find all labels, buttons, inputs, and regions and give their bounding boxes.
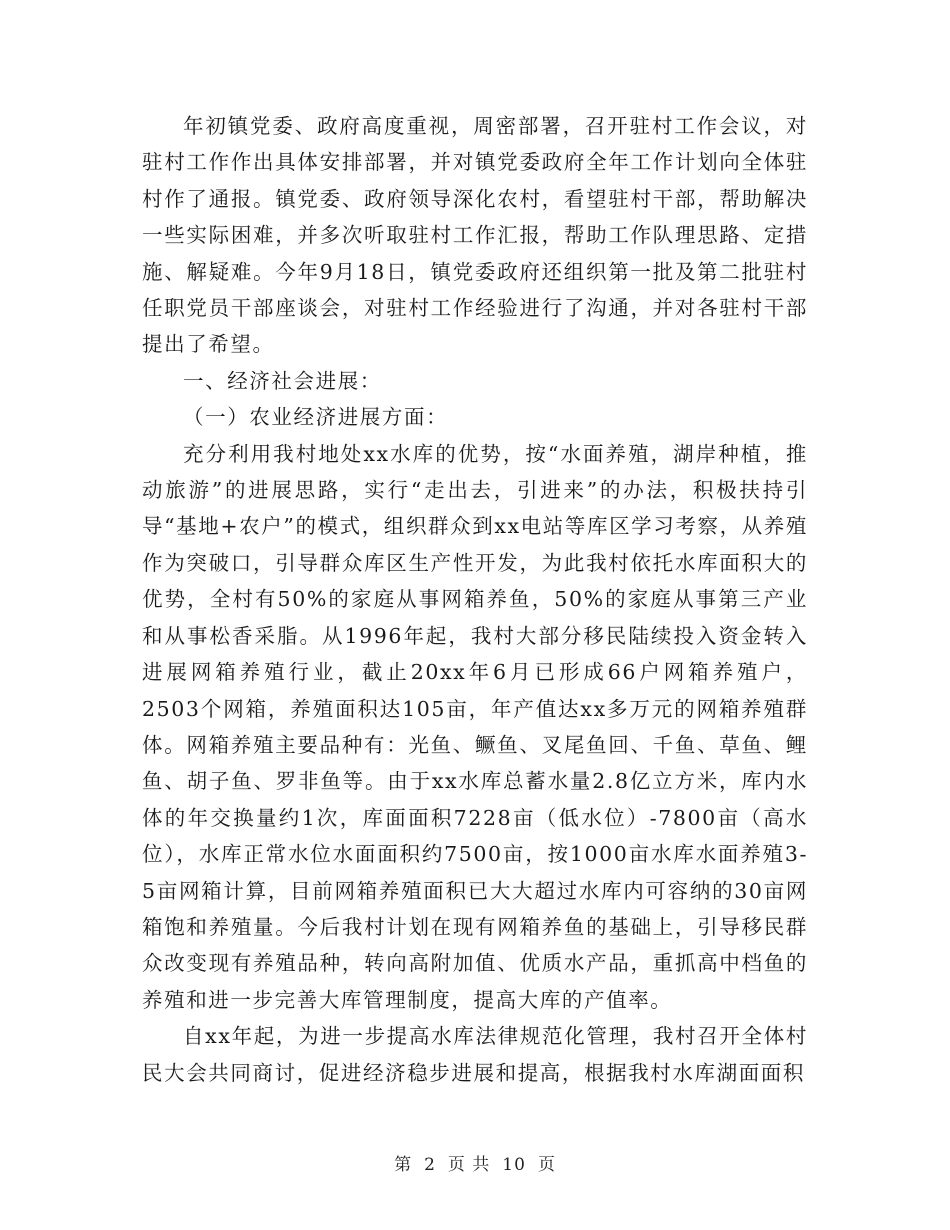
- section-heading: 一、经济社会进展：: [183, 368, 382, 393]
- footer-prefix: 第: [394, 1155, 413, 1175]
- subsection-heading: （一）农业经济进展方面：: [183, 405, 449, 430]
- page-number: 2: [424, 1155, 436, 1175]
- document-body: [142, 108, 808, 1091]
- paragraph-2: 充分利用我村地处xx水库的优势，按“水面养殖，湖岸种植，推动旅游”的进展思路，实行“走出去，引进来”的办法，积极扶持引导“基地+农户”的模式，组织群众到xx电站等库区学习考察，从养殖作为突破口，引导群众库区生产性开发，为此我村依托水库面积大的优势，全村有50%的家庭从事网箱养鱼，50%的家庭从事第三产业和从事松香采脂。从1996年起，我村大部分移民陆续投入资金转入进展网箱养殖行业，截止20xx年6月已形成66户网箱养殖户，2503个网箱，养殖面积达105亩，年产值达xx多万元的网箱养殖群体。网箱养殖主要品种有：光鱼、鳜鱼、叉尾鱼回、千鱼、草鱼、鲤鱼、胡子鱼、罗非鱼等。由于xx水库总蓄水量2.8亿立方米，库内水体的年交换量约1次，库面面积7228亩（低水位）-7800亩（高水位），水库正常水位水面面积约7500亩，按1000亩水库水面养殖3-5亩网箱计算，目前网箱养殖面积已大大超过水库内可容纳的30亩网箱饱和养殖量。今后我村计划在现有网箱养鱼的基础上，引导移民群众改变现有养殖品种，转向高附加值、优质水产品，重抓高中档鱼的养殖和进一步完善大库管理制度，提高大库的产值率。: [142, 441, 808, 1012]
- footer-suffix: 页: [537, 1155, 556, 1175]
- paragraph-1: 年初镇党委、政府高度重视，周密部署，召开驻村工作会议，对驻村工作作出具体安排部署，并对镇党委政府全年工作计划向全体驻村作了通报。镇党委、政府领导深化农村，看望驻村干部，帮助解决一些实际困难，并多次听取驻村工作汇报，帮助工作队理思路、定措施、解疑难。今年9月18日，镇党委政府还组织第一批及第二批驻村任职党员干部座谈会，对驻村工作经验进行了沟通，并对各驻村干部提出了希望。: [142, 114, 808, 357]
- page-footer: [0, 1150, 950, 1175]
- total-pages: 10: [502, 1155, 526, 1175]
- paragraph-3: 自xx年起，为进一步提高水库法律规范化管理，我村召开全体村民大会共同商讨，促进经济稳步进展和提高，根据我村水库湖面面积: [142, 1024, 808, 1085]
- footer-middle: 页 共: [447, 1155, 491, 1175]
